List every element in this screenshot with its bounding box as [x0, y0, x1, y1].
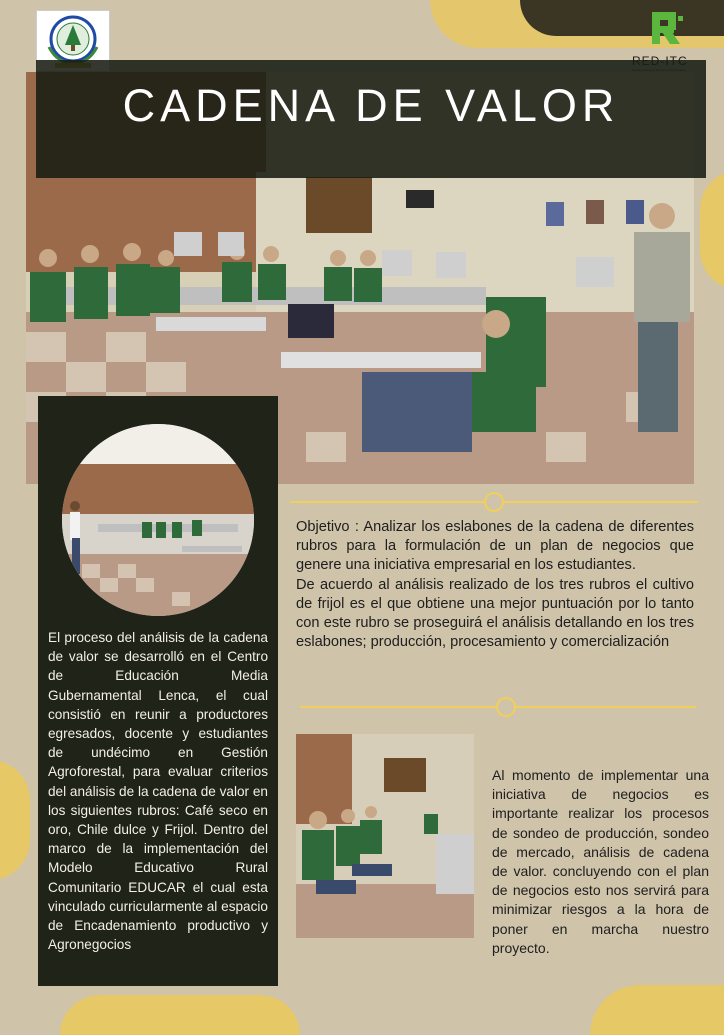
objective-text-block [296, 518, 694, 652]
circle-classroom-photo [62, 424, 254, 616]
divider-top-circle [484, 492, 504, 512]
objective-paragraph: Objetivo : Analizar los eslabones de la cadena de diferentes rubros para la formulación de un plan de negocios que genere una iniciativa empresarial en los estudiantes. [296, 519, 694, 574]
page-title: CADENA DE VALOR [122, 80, 620, 131]
red-itc-mark-icon [628, 10, 712, 48]
students-photo [296, 734, 474, 938]
analysis-result-paragraph: De acuerdo al análisis realizado de los tres rubros el cultivo de frijol es el que obtiene una mejor puntuación por lo tanto con este rubro se proseguirá el análisis detallando en los tres eslabones; producción, procesamiento y comercialización [296, 576, 694, 651]
closing-text: Al momento de implementar una iniciativa de negocios es importante realizar los procesos de sondeo de producción, sondeo de mercado, análisis de cadena de valor. concluyendo con el plan de negocios esto nos servirá para minimizar riesgos a la hora de poner en marcha nuestro proyecto. [492, 767, 709, 956]
right-edge-wave [700, 170, 724, 290]
bottom-wave [60, 995, 300, 1035]
bottom-right-wave [590, 985, 724, 1035]
divider-bottom-circle [496, 697, 516, 717]
left-bottom-wave [0, 760, 30, 880]
left-panel-text: El proceso del análisis de la cadena de valor se desarrolló en el Centro de Educación Media Gubernamental Lenca, el cual consistió en reunir a productores egresados, docente y estudiantes de undécimo en Gestión Agroforestal, para evaluar criterios del análisis de la cadena de valor en los siguientes rubros: Café seco en oro, Chile dulce y Frijol. Dentro del marco de la implementación del Modelo Educativo Rural Comunitario EDUCAR el cual esta vinculado curricularmente al espacio de Encadenamiento productivo y Agronegocios [48, 630, 268, 953]
